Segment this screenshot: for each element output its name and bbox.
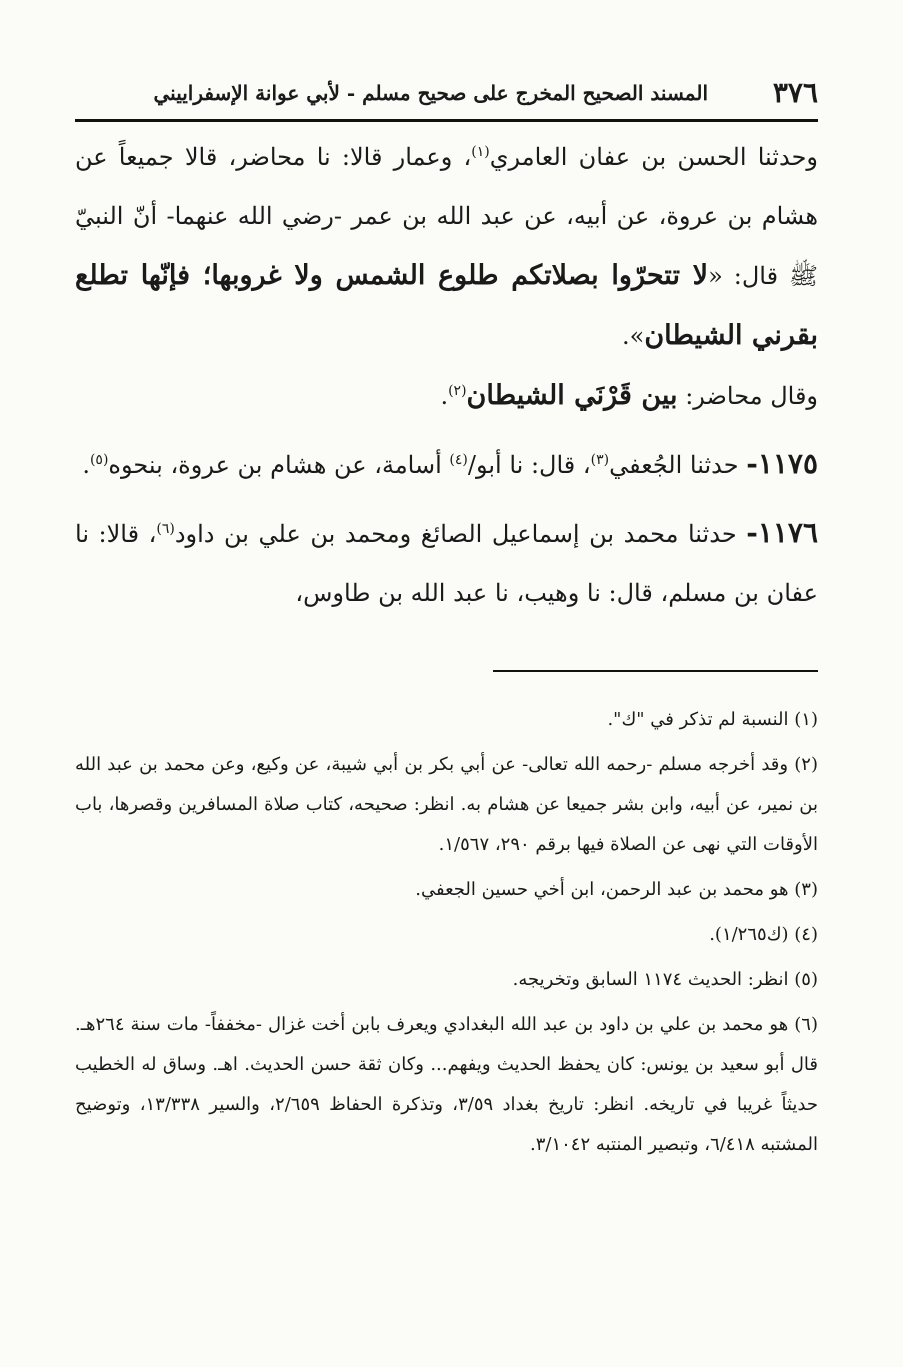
footnote-ref-4[interactable]: (٤)	[449, 452, 468, 468]
variant-text: بين قَرْنَي الشيطان	[466, 380, 678, 411]
footnote-4: (٤) (ك١/٢٦٥).	[709, 924, 818, 945]
hadith-paragraph-1: وحدثنا الحسن بن عفان العامري$^{(١)}$، وعمار قالا: نا محاضر، قالا جميعاً عن هشام بن عروة، عن أبيه، عن عبد الله بن عمر -رضي الله عنهما- أنّ النبيّ ﷺ قال: «لا تتحرّوا بصلاتكم طلوع الشمس ولا غروبها؛ فإنّها تطلع بقرني الشيطان».	[75, 143, 818, 351]
footnote-2: (٢) وقد أخرجه مسلم -رحمه الله تعالى- عن أبي بكر بن أبي شيبة، عن وكيع، وعن محمد بن عبد الله بن نمير، عن أبيه، وابن بشر جميعا عن هشام به. انظر: صحيحه، كتاب صلاة المسافرين وقصرها، باب الأوقات التي نهى عن الصلاة فيها برقم ٢٩٠، ١/٥٦٧.	[75, 754, 818, 855]
footnote-ref-6[interactable]: (٦)	[156, 521, 175, 537]
footnotes	[75, 700, 818, 1170]
footnote-5: (٥) انظر: الحديث ١١٧٤ السابق وتخريجه.	[512, 969, 818, 990]
footnote-separator	[493, 670, 818, 672]
main-text	[75, 128, 818, 623]
hadith-number: ١١٧٥-	[746, 447, 818, 480]
footnote-ref-5[interactable]: (٥)	[89, 452, 109, 468]
page-number: ٣٧٦	[772, 76, 818, 109]
footnote-3: (٣) هو محمد بن عبد الرحمن، ابن أخي حسين الجعفي.	[415, 879, 818, 900]
header-rule	[75, 119, 818, 122]
footnote-ref-3[interactable]: (٣)	[590, 452, 610, 468]
narrator-variant: وقال محاضر: بين قَرْنَي الشيطان$^{(٢)}$.	[440, 380, 818, 411]
footnote-ref-1[interactable]: (١)	[471, 144, 490, 160]
running-title: المسند الصحيح المخرج على صحيح مسلم - لأبي عوانة الإسفراييني	[153, 81, 708, 105]
hadith-number: ١١٧٦-	[746, 516, 818, 549]
hadith-1176: ١١٧٦- حدثنا محمد بن إسماعيل الصائغ ومحمد بن علي بن داود$^{(٦)}$، قالا: نا عفان بن مسلم، قال: نا وهيب، نا عبد الله بن طاوس،	[75, 516, 818, 607]
footnote-1: (١) النسبة لم تذكر في "ك".	[607, 709, 818, 730]
hadith-1175: ١١٧٥- حدثنا الجُعفي$^{(٣)}$، قال: نا أبو/$^{(٤)}$ أسامة، عن هشام بن عروة، بنحوه$^{(٥)}$.	[82, 447, 818, 480]
footnote-6: (٦) هو محمد بن علي بن داود بن عبد الله البغدادي ويعرف بابن أخت غزال -مخففاً- مات سنة ٢٦٤هـ. قال أبو سعيد بن يونس: كان يحفظ الحديث ويفهم... وكان ثقة حسن الحديث. اهـ. وساق له الخطيب حديثاً غريبا في تاريخه. انظر: تاريخ بغداد ٣/٥٩، وتذكرة الحفاظ ٢/٦٥٩، والسير ١٣/٣٣٨، وتوضيح المشتبه ٦/٤١٨، وتبصير المنتبه ٣/١٠٤٢.	[75, 1014, 818, 1155]
footnote-ref-2[interactable]: (٢)	[448, 383, 467, 399]
page-header	[75, 76, 818, 116]
prophetic-text: لا تتحرّوا بصلاتكم طلوع الشمس ولا غروبها؛ فإنّها تطلع بقرني الشيطان	[75, 260, 818, 351]
